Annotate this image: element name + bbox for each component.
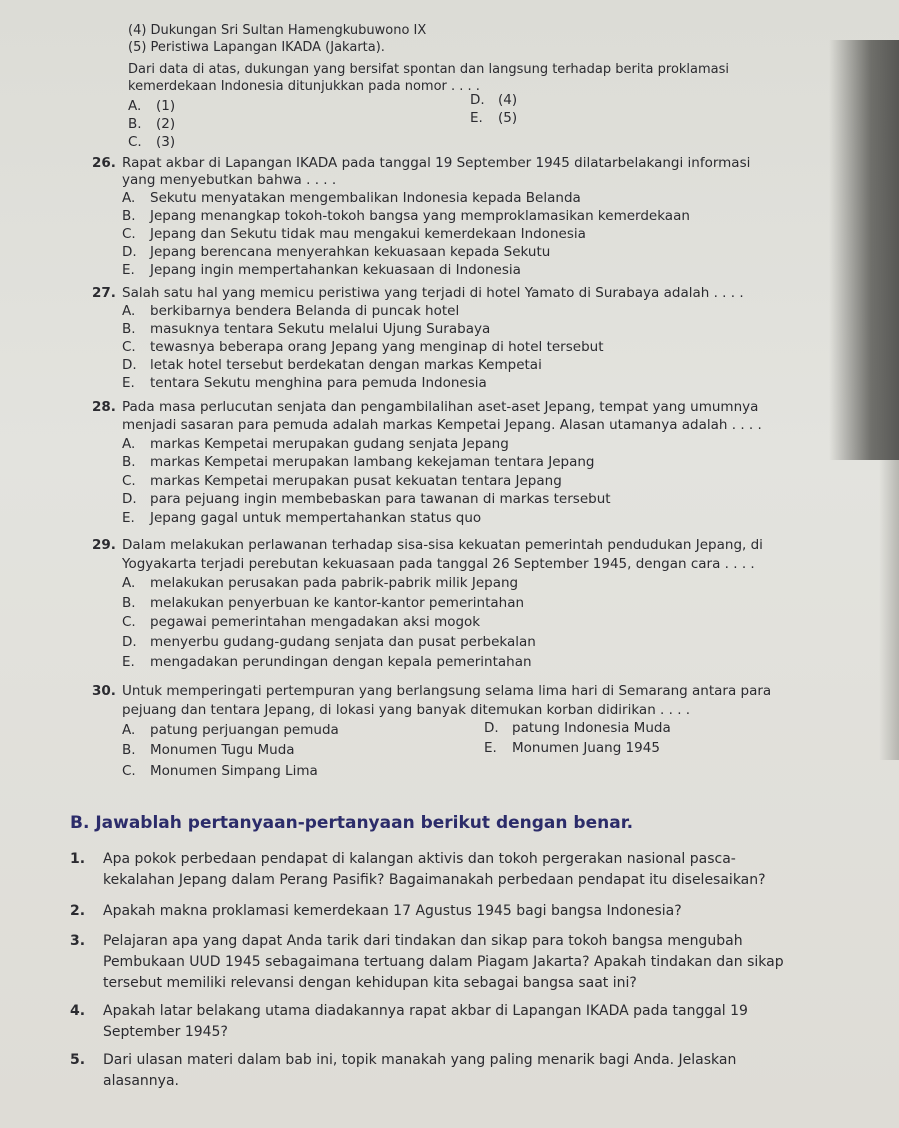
essay-question-text: Apa pokok perbedaan pendapat di kalangan aktivis dan tokoh pergerakan nasional pasca-: [103, 851, 736, 867]
question-number: 28.: [92, 399, 116, 415]
question-text: Dari data di atas, dukungan yang bersifat spontan dan langsung terhadap berita proklamasi: [128, 62, 730, 77]
answer-option[interactable]: B. (2): [128, 116, 176, 132]
essay-question-text: Pelajaran apa yang dapat Anda tarik dari tindakan dan sikap para tokoh bangsa mengubah: [103, 933, 743, 949]
question-number: 29.: [92, 537, 116, 553]
essay-question-text: Pembukaan UUD 1945 sebagaimana tertuang dalam Piagam Jakarta? Apakah tindakan dan sikap: [103, 954, 784, 970]
answer-option[interactable]: E. (5): [470, 110, 518, 126]
answer-option[interactable]: E. Monumen Juang 1945: [484, 740, 660, 756]
question-text: Untuk memperingati pertempuran yang berlangsung selama lima hari di Semarang antara para: [122, 683, 772, 699]
answer-option[interactable]: A. patung perjuangan pemuda: [122, 722, 339, 738]
answer-option[interactable]: D. letak hotel tersebut berdekatan dengan markas Kempetai: [122, 357, 542, 373]
answer-option[interactable]: B. markas Kempetai merupakan lambang kekejaman tentara Jepang: [122, 454, 595, 470]
essay-question-number: 3.: [70, 933, 86, 949]
question-number: 27.: [92, 285, 116, 301]
answer-option[interactable]: D. para pejuang ingin membebaskan para tawanan di markas tersebut: [122, 491, 611, 507]
answer-option[interactable]: D. patung Indonesia Muda: [484, 720, 671, 736]
essay-question-text: September 1945?: [103, 1024, 228, 1040]
essay-question-text: Apakah latar belakang utama diadakannya rapat akbar di Lapangan IKADA pada tanggal 19: [103, 1003, 748, 1019]
answer-option[interactable]: C. pegawai pemerintahan mengadakan aksi mogok: [122, 614, 481, 630]
essay-question-text: alasannya.: [103, 1073, 179, 1089]
answer-option[interactable]: B. Monumen Tugu Muda: [122, 742, 295, 758]
photo-edge-shadow: [829, 40, 899, 460]
answer-option[interactable]: C. (3): [128, 134, 176, 150]
list-item-5: (5) Peristiwa Lapangan IKADA (Jakarta).: [128, 40, 385, 55]
question-number: 30.: [92, 683, 116, 699]
answer-option[interactable]: D. Jepang berencana menyerahkan kekuasaan kepada Sekutu: [122, 244, 551, 260]
answer-option[interactable]: E. mengadakan perundingan dengan kepala pemerintahan: [122, 654, 532, 670]
essay-question-number: 1.: [70, 851, 86, 867]
essay-question-text: Dari ulasan materi dalam bab ini, topik manakah yang paling menarik bagi Anda. Jelaskan: [103, 1052, 737, 1068]
essay-question-number: 5.: [70, 1052, 86, 1068]
list-item-4: (4) Dukungan Sri Sultan Hamengkubuwono IX: [128, 23, 427, 38]
answer-option[interactable]: B. Jepang menangkap tokoh-tokoh bangsa yang memproklamasikan kemerdekaan: [122, 208, 690, 224]
answer-option[interactable]: C. Monumen Simpang Lima: [122, 763, 318, 779]
essay-question-text: Apakah makna proklamasi kemerdekaan 17 Agustus 1945 bagi bangsa Indonesia?: [103, 903, 682, 919]
answer-option[interactable]: E. Jepang ingin mempertahankan kekuasaan di Indonesia: [122, 262, 521, 278]
question-number: 26.: [92, 155, 116, 171]
answer-option[interactable]: A. markas Kempetai merupakan gudang senjata Jepang: [122, 436, 509, 452]
answer-option[interactable]: A. Sekutu menyatakan mengembalikan Indonesia kepada Belanda: [122, 190, 581, 206]
essay-question-text: tersebut memiliki relevansi dengan kehidupan kita sebagai bangsa saat ini?: [103, 975, 637, 991]
question-text: kemerdekaan Indonesia ditunjukkan pada nomor . . . .: [128, 79, 480, 94]
question-text: Salah satu hal yang memicu peristiwa yang terjadi di hotel Yamato di Surabaya adalah . . . .: [122, 285, 744, 301]
answer-option[interactable]: C. markas Kempetai merupakan pusat kekuatan tentara Jepang: [122, 473, 562, 489]
answer-option[interactable]: A. (1): [128, 98, 176, 114]
answer-option[interactable]: C. tewasnya beberapa orang Jepang yang menginap di hotel tersebut: [122, 339, 604, 355]
answer-option[interactable]: A. melakukan perusakan pada pabrik-pabrik milik Jepang: [122, 575, 519, 591]
answer-option[interactable]: B. masuknya tentara Sekutu melalui Ujung Surabaya: [122, 321, 491, 337]
answer-option[interactable]: B. melakukan penyerbuan ke kantor-kantor pemerintahan: [122, 595, 525, 611]
essay-question-number: 4.: [70, 1003, 86, 1019]
question-text: Dalam melakukan perlawanan terhadap sisa-sisa kekuatan pemerintah pendudukan Jepang, di: [122, 537, 763, 553]
answer-option[interactable]: C. Jepang dan Sekutu tidak mau mengakui kemerdekaan Indonesia: [122, 226, 586, 242]
section-heading: B. Jawablah pertanyaan-pertanyaan berikut dengan benar.: [70, 813, 634, 833]
essay-question-text: kekalahan Jepang dalam Perang Pasifik? Bagaimanakah perbedaan pendapat itu diselesaikan?: [103, 872, 766, 888]
answer-option[interactable]: A. berkibarnya bendera Belanda di puncak hotel: [122, 303, 460, 319]
answer-option[interactable]: E. tentara Sekutu menghina para pemuda Indonesia: [122, 375, 487, 391]
page-edge-shadow: [879, 460, 899, 760]
answer-option[interactable]: D. (4): [470, 92, 518, 108]
question-text: menjadi sasaran para pemuda adalah markas Kempetai Jepang. Alasan utamanya adalah . . . .: [122, 417, 762, 433]
question-text: yang menyebutkan bahwa . . . .: [122, 172, 337, 188]
essay-question-number: 2.: [70, 903, 86, 919]
question-text: Yogyakarta terjadi perebutan kekuasaan pada tanggal 26 September 1945, dengan cara . . . .: [122, 556, 755, 572]
question-text: pejuang dan tentara Jepang, di lokasi yang banyak ditemukan korban didirikan . . . .: [122, 702, 691, 718]
question-text: Rapat akbar di Lapangan IKADA pada tanggal 19 September 1945 dilatarbelakangi informasi: [122, 155, 751, 171]
question-text: Pada masa perlucutan senjata dan pengambilalihan aset-aset Jepang, tempat yang umumnya: [122, 399, 759, 415]
answer-option[interactable]: D. menyerbu gudang-gudang senjata dan pusat perbekalan: [122, 634, 536, 650]
answer-option[interactable]: E. Jepang gagal untuk mempertahankan status quo: [122, 510, 482, 526]
